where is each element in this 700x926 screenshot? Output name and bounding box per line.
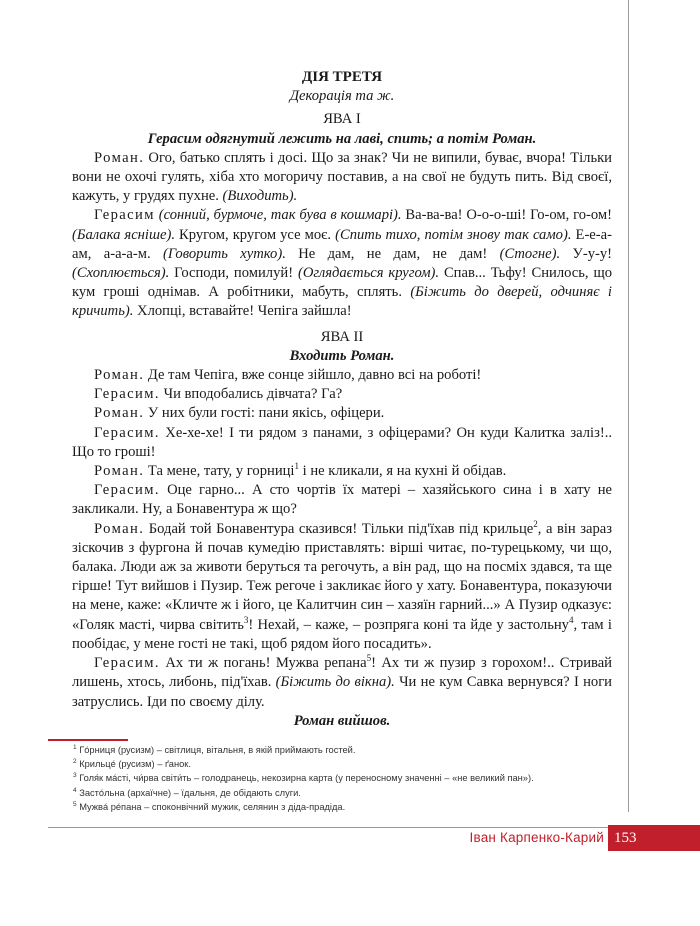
paragraph-gerasym-1: Герасим (сонний, бурмоче, так бува в кошмарі). Ва-ва-ва! О-о-о-ші! Го-ом, го-ом! (Балака ясніше). Кругом, кругом усе моє. (Спить тихо, потім знову так само). Е-е-а-ам, а-а-а-м. (Говорить хутко). Не дам, не дам, не дам! (Стогне). У-у-у! (Схоплюється). Господи, помилуй! (Оглядається кругом). Спав... Тьфу! Снилось, що кум гроші однімав. А робітники, мабуть, сплять. (Біжить до дверей, одчиняє і кричить). Хлопці, вставайте! Чепіга зайшла! — [72, 207, 613, 320]
dialogue-line: Герасим. Оце гарно... А сто чортів їх матері – хазяйського сина і в хату не закликали. Ну, а Бонавентура ж що? — [72, 482, 612, 518]
dialogue-line: Роман. У них були гості: пани якісь, офіцери. — [94, 405, 385, 422]
dialogue-line: Роман. Де там Чепіга, вже сонце зійшло, давно всі на роботі! — [94, 367, 482, 384]
stage-direction: (Біжить до вікна). — [275, 674, 395, 691]
dialogue-line: Герасим. Хе-хе-хе! І ти рядом з панами, з офіцерами? Он куди Калитка заліз!.. Що то гроші! — [72, 424, 612, 460]
footnote-item: $^1$ Гóрниця (русизм) – світлиця, вітальня, в якій приймають гостей. — [73, 743, 356, 755]
exit-direction: Роман вийшов. — [293, 712, 391, 729]
footnote-item: $^5$ Мужвá рéпана – споконвічний мужик, селянин з діда-прадіда. — [73, 800, 346, 812]
footnotes — [48, 743, 608, 814]
scene-title-1: ЯВА І — [323, 111, 361, 128]
decoration-note: Декорація та ж. — [289, 88, 395, 105]
speaker-name: Герасим. — [94, 482, 160, 499]
dialogue-line: Роман. Бодай той Бонавентура сказився! Тільки під'їхав під крильце$^2$, а він зараз зіскочив з фургона й почав кумедію приставлять: вірші читає, по-турецькому, чи що, балака. Люди аж за животи беруться та регочуть, а він рад, що на посміх здався, та ще гірше! Тут вийшов і Пузир. Теж регоче і закликає його у хату. Бонавентура, показуючи на мене, каже: «Кличте ж і його, це Калитчин син – хазяїн гарний...» А Пузир одказує: «Голяк масті, чирва світить$^3$! Нехай, – каже, – розпряга коні та йде у застольну$^4$, там і пообідає, у мене гості не такі, щоб рядом його посадить». — [72, 518, 613, 652]
speaker-name: Роман. — [94, 367, 145, 384]
dialogue-line: Герасим. Чи вподобались дівчата? Га? — [94, 386, 343, 403]
footnote-ref[interactable]: 2 — [533, 518, 538, 529]
footnote-ref[interactable]: 4 — [568, 614, 574, 625]
right-margin-rule — [628, 0, 629, 812]
dialogue-line: Роман. Та мене, тату, у горниці$^1$ і не кликали, я на кухні й обідав. — [94, 461, 507, 480]
speaker-name: Герасим — [94, 207, 155, 224]
speaker-name: Роман. — [94, 463, 145, 480]
speaker-name: Герасим. — [94, 424, 160, 441]
footnote-item: $^4$ Застóльна (архаїчне) – їдальня, де обідають слуги. — [73, 786, 301, 798]
speaker-name: Герасим. — [94, 655, 160, 672]
page-number: 153 — [608, 825, 700, 851]
footnote-item: $^2$ Крильцé (русизм) – ґанок. — [73, 758, 191, 770]
speaker-name: Роман. — [94, 149, 145, 166]
footnote-ref[interactable]: 5 — [366, 653, 372, 664]
footnote-ref[interactable]: 3 — [243, 614, 249, 625]
speaker-name: Герасим. — [94, 386, 160, 403]
footnote-item: $^3$ Голя́к мáсті, чи́рва світи́ть – голодранець, некозирна карта (у переносному значенні – «не великий пан»). — [73, 772, 534, 784]
page-body — [72, 68, 612, 731]
speaker-name: Роман. — [94, 520, 145, 537]
scene-stage-direction-1: Герасим одягнутий лежить на лаві, спить; а потім Роман. — [147, 130, 537, 147]
paragraph-roman-1: Роман. Ого, батько сплять і досі. Що за знак? Чи не випили, буває, вчора! Тільки вони не охочі гулять, хіба хто могоричу поставив, а на свої не будуть пить. Від своєї, кажуть, у грудях пухне. (Виходить). — [72, 149, 612, 205]
footnote-rule — [48, 739, 128, 741]
running-footer-author: Іван Карпенко-Карий — [469, 830, 604, 845]
scene-stage-direction-2: Входить Роман. — [289, 347, 395, 364]
stage-direction: (Виходить). — [222, 188, 298, 205]
scene-title-2: ЯВА ІІ — [320, 328, 364, 345]
speaker-name: Роман. — [94, 405, 145, 422]
footnote-ref[interactable]: 1 — [294, 461, 299, 472]
act-title: ДІЯ ТРЕТЯ — [301, 69, 383, 85]
dialogue-line: Герасим. Ах ти ж погань! Мужва репана$^5$! Ах ти ж пузир з горохом!.. Стривай лишень, хтось, либонь, під'їхав. (Біжить до вікна). Чи не кум Савка вернувся? І ноги затруслись. Іди по своєму ділу. — [72, 653, 612, 710]
